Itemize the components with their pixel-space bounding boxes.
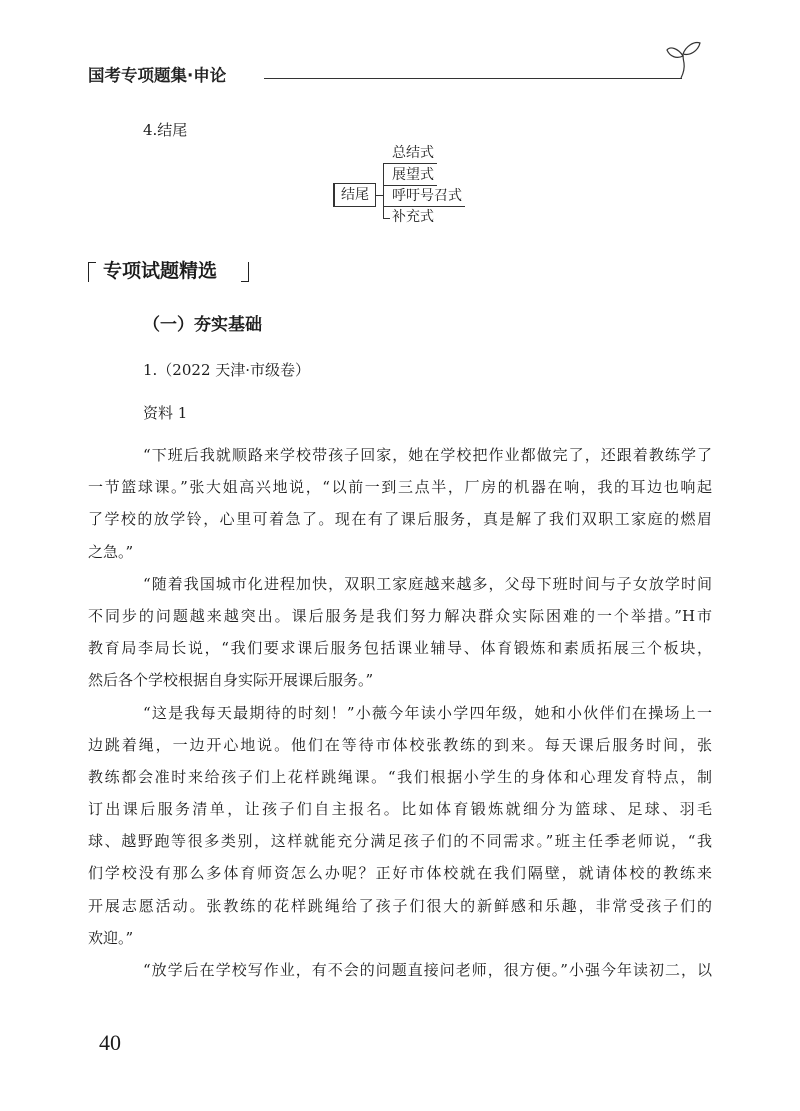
text-line: “放学后在学校写作业，有不会的问题直接问老师，很方便。”小强今年读初二，以 [143, 961, 712, 979]
running-header-title: 国考专项题集·申论 [88, 66, 227, 85]
text-line: 教育局李局长说，“我们要求课后服务包括课业辅导、体育锻炼和素质拓展三个板块， [88, 639, 712, 658]
outline-connector-line [375, 195, 383, 196]
text-line: 开展志愿活动。张教练的花样跳绳给了孩子们很大的新鲜感和乐趣，非常受孩子们的 [88, 896, 712, 915]
header-rule [264, 78, 682, 79]
outline-item: 呼吁号召式 [383, 186, 465, 207]
text-line: 不同步的问题越来越突出。课后服务是我们努力解决群众实际困难的一个举措。”H市 [88, 606, 712, 625]
text-line: 教练都会准时来给孩子们上花样跳绳课。“我们根据小学生的身体和心理发育特点，制 [88, 767, 712, 786]
material-text [88, 439, 712, 986]
text-line: 订出课后服务清单，让孩子们自主报名。比如体育锻炼就细分为篮球、足球、羽毛 [88, 800, 712, 819]
text-line: 了学校的放学铃，心里可着急了。现在有了课后服务，真是解了我们双职工家庭的燃眉 [88, 510, 712, 529]
section-bracket-right [241, 262, 249, 282]
outline-tick-line [383, 218, 390, 219]
text-line: “随着我国城市化进程加快，双职工家庭越来越多，父母下班时间与子女放学时间 [143, 574, 712, 593]
text-line: “下班后我就顺路来学校带孩子回家，她在学校把作业都做完了，还跟着教练学了 [143, 446, 712, 464]
sprout-icon [662, 36, 704, 82]
subsection-title: （一）夯实基础 [143, 315, 262, 335]
text-line: 欢迎。” [88, 928, 134, 947]
text-line: 一节篮球课。”张大姐高兴地说，“以前一到三点半，厂房的机器在响，我的耳边也响起 [88, 478, 712, 497]
material-label: 资料 1 [143, 404, 188, 422]
outline-heading: 4.结尾 [143, 121, 188, 139]
outline-item: 补充式 [392, 209, 434, 225]
page-number: 40 [99, 1030, 121, 1055]
text-line: 球、越野跑等很多类别，这样就能充分满足孩子们的不同需求。”班主任季老师说，“我 [88, 832, 712, 851]
section-title: 专项试题精选 [103, 260, 218, 282]
text-line: “这是我每天最期待的时刻！”小薇今年读小学四年级，她和小伙伴们在操场上一 [143, 703, 712, 722]
section-bracket-left [88, 262, 96, 282]
outline-root-box: 结尾 [333, 183, 376, 207]
outline-item: 总结式 [383, 143, 437, 164]
text-line: 之急。” [88, 542, 134, 561]
outline-item: 展望式 [383, 165, 437, 186]
question-source: 1.（2022 天津·市级卷） [143, 361, 311, 379]
text-line: 然后各个学校根据自身实际开展课后服务。” [88, 671, 374, 690]
text-line: 边跳着绳，一边开心地说。他们在等待市体校张教练的到来。每天课后服务时间，张 [88, 735, 712, 754]
text-line: 们学校没有那么多体育师资怎么办呢？正好市体校就在我们隔壁，就请体校的教练来 [88, 864, 712, 883]
